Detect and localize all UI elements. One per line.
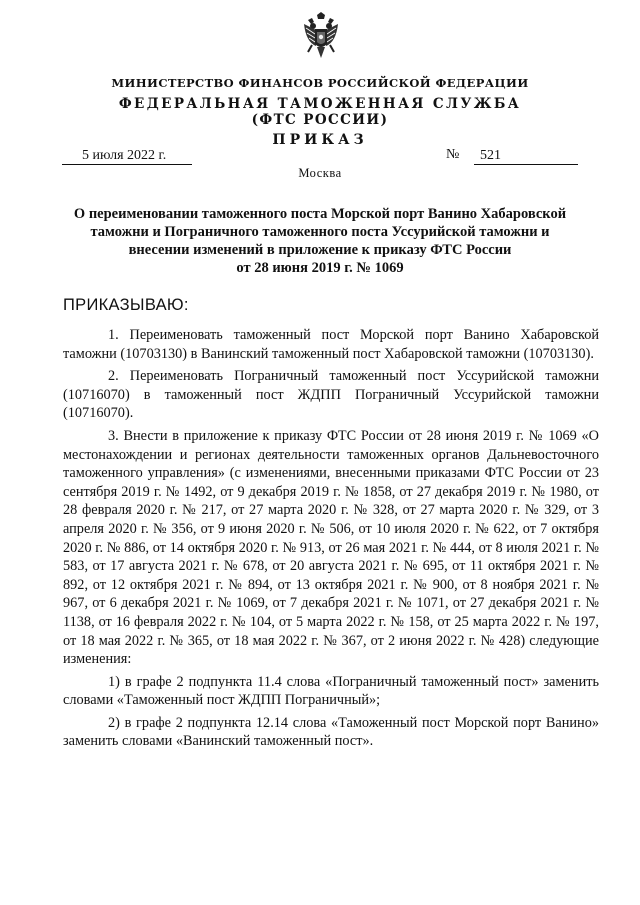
number-field <box>474 148 578 165</box>
document-type: ПРИКАЗ <box>272 132 368 148</box>
paragraph: 1. Переименовать таможенный пост Морской порт Ванино Хабаровской таможни (10703130) в Ванинский таможенный пост Хабаровской таможни (10703130). <box>63 327 599 362</box>
date-field <box>62 148 192 165</box>
title-line: таможни и Пограничного таможенного поста Уссурийской таможни и <box>90 224 550 240</box>
service-short-name: (ФТС РОССИИ) <box>251 112 389 128</box>
paragraph: 3. Внести в приложение к приказу ФТС России от 28 июня 2019 г. № 1069 «О местонахождении и регионах деятельности таможенных органов Дальневосточного таможенного управления» (с изменениями, внесенными приказами ФТС России от 23 сентября 2019 г. № 1492, от 9 декабря 2019 г. № 1858, от 27 декабря 2019 г. № 1980, от 28 февраля 2020 г. № 217, от 27 марта 2020 г. № 328, от 27 марта 2020 г. № 329, от 3 апреля 2020 г. № 356, от 9 июня 2020 г. № 506, от 10 июля 2020 г. № 622, от 7 октября 2020 г. № 886, от 14 октября 2020 г. № 913, от 26 мая 2021 г. № 444, от 8 июля 2021 г. № 583, от 17 августа 2021 г. № 678, от 20 августа 2021 г. № 695, от 11 октября 2021 г. № 892, от 12 октября 2021 г. № 894, от 13 октября 2021 г. № 900, от 8 ноября 2021 г. № 967, от 6 декабря 2021 г. № 1069, от 7 декабря 2021 г. № 1071, от 27 декабря 2021 г. № 1138, от 16 февраля 2022 г. № 104, от 5 марта 2022 г. № 158, от 25 марта 2022 г. № 197, от 18 мая 2022 г. № 365, от 18 мая 2022 г. № 367, от 2 июня 2022 г. № 428) следующие изменения: <box>63 427 599 668</box>
paragraph: 2. Переименовать Пограничный таможенный пост Уссурийской таможни (10716070) в таможенный пост ЖДПП Пограничный Уссурийской таможни (10716070). <box>63 368 599 422</box>
paragraph: 2) в графе 2 подпункта 12.14 слова «Таможенный пост Морской порт Ванино» заменить словами «Ванинский таможенный пост». <box>63 714 599 750</box>
number-label: № <box>446 147 460 162</box>
document-body <box>63 326 599 755</box>
city: Москва <box>298 166 342 180</box>
title-line: О переименовании таможенного поста Морской порт Ванино Хабаровской <box>73 206 567 222</box>
date-value: 5 июля 2022 г. <box>82 148 167 163</box>
paragraph: 1) в графе 2 подпункта 11.4 слова «Пограничный таможенный пост» заменить словами «Таможенный пост ЖДПП Пограничный»; <box>63 673 599 709</box>
ministry-name: МИНИСТЕРСТВО ФИНАНСОВ РОССИЙСКОЙ ФЕДЕРАЦИИ <box>111 76 529 90</box>
russian-coat-of-arms-icon <box>302 12 340 60</box>
number-value: 521 <box>480 148 501 163</box>
title-line: от 28 июня 2019 г. № 1069 <box>236 260 404 276</box>
service-name: ФЕДЕРАЛЬНАЯ ТАМОЖЕННАЯ СЛУЖБА <box>118 96 522 112</box>
title-line: внесении изменений в приложение к приказу ФТС России <box>128 242 512 258</box>
order-word: ПРИКАЗЫВАЮ: <box>63 296 189 314</box>
document-title <box>64 205 576 277</box>
